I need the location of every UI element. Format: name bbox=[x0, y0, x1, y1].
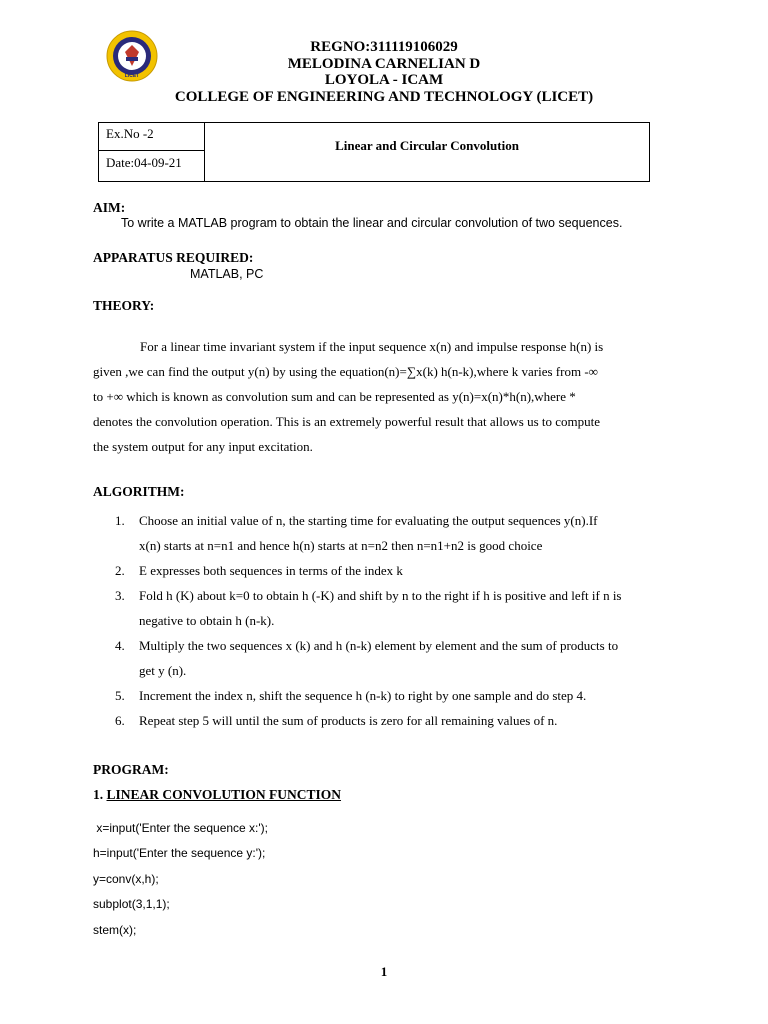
apparatus-heading: APPARATUS REQUIRED: bbox=[93, 250, 254, 265]
aim-heading: AIM: bbox=[93, 200, 126, 215]
theory-line: For a linear time invariant system if the input sequence x(n) and impulse response h(n) is bbox=[140, 339, 604, 354]
algorithm-step bbox=[93, 683, 715, 708]
step-line: Fold h (K) about k=0 to obtain h (-K) and shift by n to the right if h is positive and left if n is bbox=[139, 588, 622, 603]
program-subheading bbox=[93, 787, 341, 803]
regno: REGNO:311119106029 bbox=[310, 39, 458, 55]
regno-line bbox=[0, 39, 768, 56]
step-line: negative to obtain h (n-k). bbox=[139, 613, 275, 628]
subheading-number: 1. bbox=[93, 787, 107, 802]
algorithm-list bbox=[93, 508, 715, 733]
step-number: 1. bbox=[115, 513, 125, 528]
algorithm-step bbox=[93, 558, 715, 583]
algorithm-step bbox=[93, 583, 715, 633]
code-line: h=input('Enter the sequence y:'); bbox=[93, 846, 266, 860]
algorithm-heading: ALGORITHM: bbox=[93, 484, 185, 499]
step-line: Choose an initial value of n, the starting time for evaluating the output sequences y(n).If bbox=[139, 513, 598, 528]
exercise-meta bbox=[99, 123, 205, 181]
step-number: 3. bbox=[115, 588, 125, 603]
student-name: MELODINA CARNELIAN D bbox=[287, 56, 481, 72]
step-line: get y (n). bbox=[139, 663, 187, 678]
theory-line: denotes the convolution operation. This is an extremely powerful result that allows us to compute bbox=[93, 414, 601, 429]
institution-full: COLLEGE OF ENGINEERING AND TECHNOLOGY (LICET) bbox=[174, 89, 594, 105]
step-number: 4. bbox=[115, 638, 125, 653]
step-line: E expresses both sequences in terms of the index k bbox=[139, 563, 403, 578]
algorithm-step bbox=[93, 633, 715, 683]
institution-short-line bbox=[0, 72, 768, 89]
name-line bbox=[0, 56, 768, 73]
theory-line: to +∞ which is known as convolution sum and can be represented as y(n)=x(n)*h(n),where * bbox=[93, 389, 576, 404]
algorithm-step bbox=[93, 708, 715, 733]
apparatus-text: MATLAB, PC bbox=[190, 267, 264, 281]
code-line: stem(x); bbox=[93, 923, 137, 937]
theory-line: the system output for any input excitation. bbox=[93, 439, 313, 454]
step-line: Multiply the two sequences x (k) and h (n-k) element by element and the sum of products to bbox=[139, 638, 619, 653]
theory-body bbox=[93, 334, 713, 459]
step-line: Increment the index n, shift the sequence h (n-k) to right by one sample and do step 4. bbox=[139, 688, 587, 703]
step-line: Repeat step 5 will until the sum of products is zero for all remaining values of n. bbox=[139, 713, 558, 728]
theory-heading: THEORY: bbox=[93, 298, 155, 313]
aim-text: To write a MATLAB program to obtain the linear and circular convolution of two sequences. bbox=[121, 216, 623, 230]
program-heading: PROGRAM: bbox=[93, 762, 169, 777]
subheading-title: LINEAR CONVOLUTION FUNCTION bbox=[106, 787, 342, 802]
step-number: 2. bbox=[115, 563, 125, 578]
code-line: subplot(3,1,1); bbox=[93, 897, 170, 911]
page-number: 1 bbox=[380, 964, 388, 979]
step-number: 6. bbox=[115, 713, 125, 728]
code-line: y=conv(x,h); bbox=[93, 872, 159, 886]
code-line: x=input('Enter the sequence x:'); bbox=[93, 821, 269, 835]
step-line: x(n) starts at n=n1 and hence h(n) starts at n=n2 then n=n1+n2 is good choice bbox=[139, 538, 543, 553]
theory-line: given ,we can find the output y(n) by using the equation(n)=∑x(k) h(n-k),where k varies from -∞ bbox=[93, 364, 598, 379]
exercise-title: Linear and Circular Convolution bbox=[335, 138, 519, 153]
step-number: 5. bbox=[115, 688, 125, 703]
algorithm-step bbox=[93, 508, 715, 558]
institution-full-line bbox=[0, 89, 768, 106]
institution-short: LOYOLA - ICAM bbox=[324, 72, 444, 88]
exercise-date: Date:04-09-21 bbox=[106, 155, 182, 170]
logo-text: LICET bbox=[124, 73, 140, 79]
exercise-table bbox=[98, 122, 650, 182]
exercise-number: Ex.No -2 bbox=[99, 123, 204, 151]
